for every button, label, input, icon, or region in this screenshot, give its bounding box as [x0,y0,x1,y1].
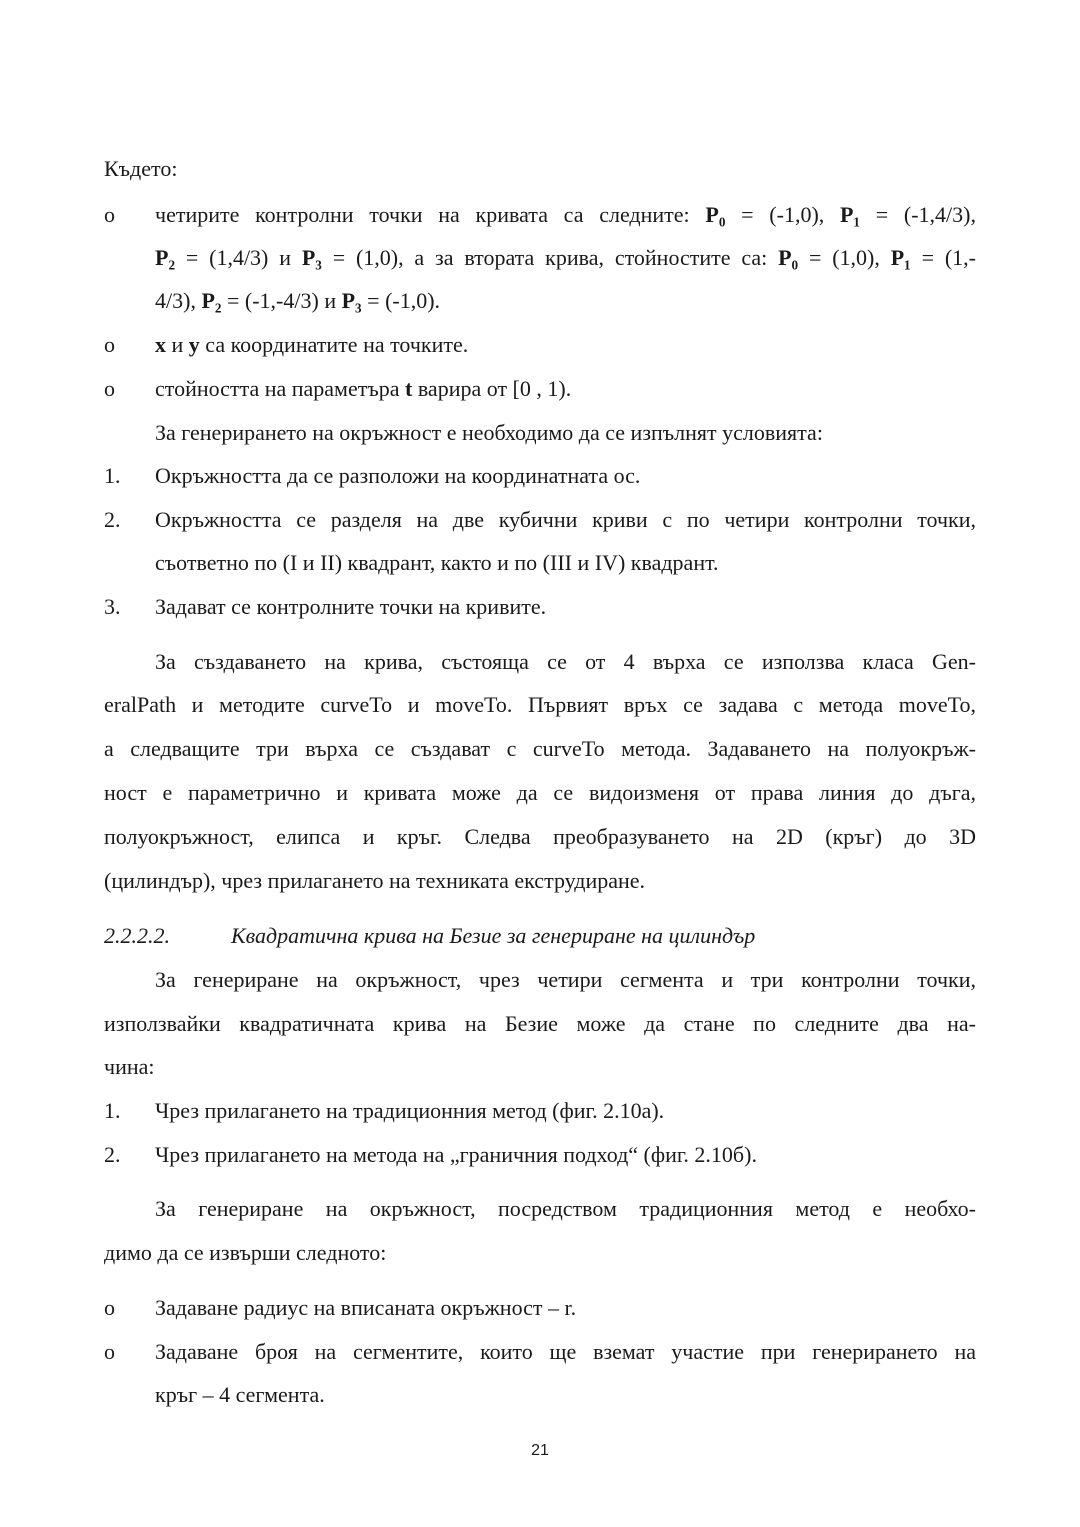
conditions-intro: За генерирането на окръжност е необходимо да се изпълнят условията: [155,420,823,445]
bullet-line: Задаване броя на сегментите, които ще вземат участие при генерирането на [155,1339,976,1364]
bullet-marker: o [104,1339,115,1364]
intro-label: Където: [104,156,178,181]
paragraph-line: ност е параметрично и кривата може да се видоизменя от права линия до дъга, [104,780,976,805]
paragraph-line: За генериране на окръжност, чрез четири сегмента и три контролни точки, [155,967,976,992]
paragraph-line: използвайки квадратичната крива на Безие може да стане по следните два на- [104,1011,976,1036]
paragraph-line: eralPath и методите curveTo и moveTo. Първият връх се задава с метода moveTo, [104,692,976,717]
bullet-marker: o [104,202,115,227]
numbered-marker: 2. [104,1142,121,1167]
paragraph-line: За създаването на крива, състояща се от 4 върха се използва класа Gen- [155,649,976,674]
numbered-line: съответно по (I и II) квадрант, както и по (III и IV) квадрант. [155,550,719,575]
bullet-marker: o [104,1295,115,1320]
paragraph-line: (цилиндър), чрез прилагането на техниката екструдиране. [104,868,646,893]
numbered-line: Окръжността да се разположи на координатната ос. [155,463,641,488]
page-number: 21 [531,1442,549,1459]
numbered-marker: 1. [104,1098,121,1123]
numbered-line: Чрез прилагането на метода на „граничния подход“ (фиг. 2.10б). [155,1142,757,1167]
bullet-line: Задаване радиус на вписаната окръжност – r. [155,1295,577,1320]
paragraph-line: а следващите три върха се създават с curveTo метода. Задаването на полуокръж- [104,736,976,761]
numbered-line: Задават се контролните точки на кривите. [155,594,547,619]
numbered-line: Чрез прилагането на традиционния метод (фиг. 2.10а). [155,1098,665,1123]
numbered-marker: 2. [104,507,121,532]
bullet-marker: o [104,376,115,401]
paragraph-line: димо да се извърши следното: [104,1240,387,1265]
bullet-line: x и y са координатите на точките. [155,332,469,357]
bullet-marker: o [104,332,115,357]
bullet-line: P₂ = (1,4/3) и P₃ = (1,0), а за втората крива, стойностите са: P₀ = (1,0), P₁ = (1,- [155,245,976,270]
numbered-line: Окръжността се разделя на две кубични криви с по четири контролни точки, [155,507,976,532]
bullet-line: кръг – 4 сегмента. [155,1382,325,1407]
bullet-line: 4/3), P₂ = (-1,-4/3) и P₃ = (-1,0). [155,288,441,313]
section-number: 2.2.2.2. [104,923,170,948]
section-title: Квадратична крива на Безие за генериране на цилиндър [231,923,756,948]
bullet-line: стойността на параметъра t варира от [0 , 1). [155,376,572,401]
bullet-line: четирите контролни точки на кривата са следните: P₀ = (-1,0), P₁ = (-1,4/3), [155,202,976,227]
paragraph-line: За генериране на окръжност, посредством традиционния метод е необхо- [155,1196,976,1221]
numbered-marker: 3. [104,594,121,619]
paragraph-line: чина: [104,1054,155,1079]
numbered-marker: 1. [104,463,121,488]
paragraph-line: полуокръжност, елипса и кръг. Следва преобразуването на 2D (кръг) до 3D [104,824,976,849]
